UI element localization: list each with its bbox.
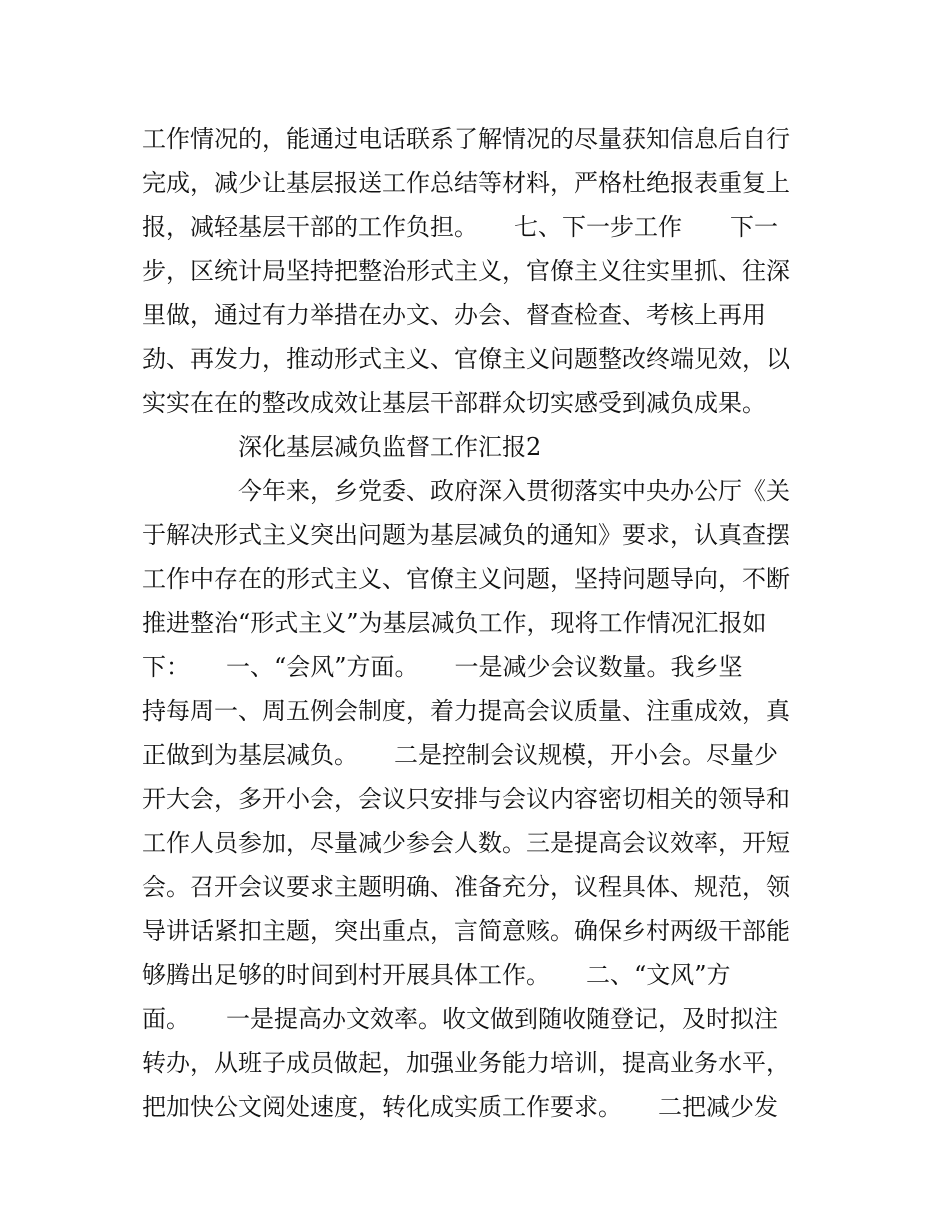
text-line: 推进整治“形式主义”为基层减负工作，现将工作情况汇报如 [142,609,767,637]
text-line: 完成，减少让基层报送工作总结等材料，严格杜绝报表重复上 [142,169,790,197]
text-line: 开大会，多开小会，会议只安排与会议内容密切相关的领导和 [142,785,790,813]
text-line: 工作中存在的形式主义、官僚主义问题，坚持问题导向，不断 [142,565,790,593]
text-line: 于解决形式主义突出问题为基层减负的通知》要求，认真查摆 [142,521,790,549]
text-line: 工作人员参加，尽量减少参会人数。三是提高会议效率，开短 [142,829,790,857]
text-line: 转办，从班子成员做起，加强业务能力培训，提高业务水平， [142,1049,790,1077]
text-line: 实实在在的整改成效让基层干部群众切实感受到减负成果。 [142,389,766,417]
text-line: 步，区统计局坚持把整治形式主义，官僚主义往实里抓、往深 [142,257,790,285]
text-line: 导讲话紧扣主题，突出重点，言简意赅。确保乡村两级干部能 [142,917,790,945]
text-line: 报，减轻基层干部的工作负担。 七、下一步工作 下一 [142,213,778,241]
section-heading: 深化基层减负监督工作汇报2 [142,433,542,461]
text-line: 会。召开会议要求主题明确、准备充分，议程具体、规范，领 [142,873,790,901]
text-line: 把加快公文阅处速度，转化成实质工作要求。 二把减少发 [142,1093,778,1121]
text-line: 够腾出足够的时间到村开展具体工作。 二、“文风”方 [142,961,731,989]
text-line: 今年来，乡党委、政府深入贯彻落实中央办公厅《关 [142,477,790,505]
text-line: 正做到为基层减负。 二是控制会议规模，开小会。尽量少 [142,741,778,769]
text-line: 劲、再发力，推动形式主义、官僚主义问题整改终端见效，以 [142,345,790,373]
text-line: 里做，通过有力举措在办文、办会、督查检查、考核上再用 [142,301,766,329]
text-line: 面。 一是提高办文效率。收文做到随收随登记，及时拟注 [142,1005,778,1033]
text-line: 下： 一、“会风”方面。 一是减少会议数量。我乡坚 [142,653,743,681]
text-line: 工作情况的，能通过电话联系了解情况的尽量获知信息后自行 [142,125,790,153]
text-line: 持每周一、周五例会制度，着力提高会议质量、注重成效，真 [142,697,790,725]
